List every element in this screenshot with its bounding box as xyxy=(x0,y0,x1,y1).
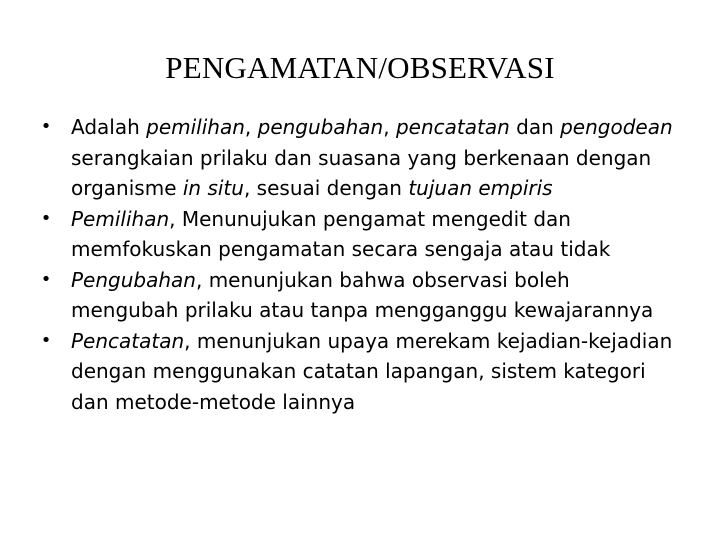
bullet-text xyxy=(71,115,673,200)
bullet-text xyxy=(71,268,653,323)
bullet-dot-icon: • xyxy=(40,329,52,351)
bullet-dot-icon: • xyxy=(40,268,52,290)
bullet-text-part: pengubahan xyxy=(257,115,384,139)
bullet-text-part: Pemilihan xyxy=(71,206,170,231)
bullet-text-part: pencatatan xyxy=(395,115,510,139)
bullet-text-part: Pengubahan xyxy=(71,267,196,292)
bullet-text xyxy=(71,207,610,262)
bullet-text-part: , xyxy=(383,115,396,139)
bullet-text-part: , menunjukan bahwa observasi boleh mengubah prilaku atau tanpa mengganggu kewajarannya xyxy=(71,267,654,322)
bullet-text xyxy=(71,329,672,414)
bullet-text-part: in situ xyxy=(182,176,244,200)
bullet-list xyxy=(36,112,676,417)
bullet-text-part: pemilihan xyxy=(146,115,245,139)
bullet-item xyxy=(36,204,676,265)
bullet-text-part: tujuan empiris xyxy=(408,176,553,200)
slide-title: PENGAMATAN/OBSERVASI xyxy=(165,50,555,85)
bullet-text-part: serangkaian prilaku dan suasana yang berkenaan dengan organisme xyxy=(71,145,652,200)
bullet-text-part: Pencatatan xyxy=(71,328,185,353)
bullet-dot-icon: • xyxy=(40,116,52,137)
bullet-text-part: , Menunujukan pengamat mengedit dan memfokuskan pengamatan secara sengaja atau tidak xyxy=(71,206,611,261)
bullet-text-part: , menunjukan upaya merekam kejadian-kejadian dengan menggunakan catatan lapangan, sistem kategori dan metode-metode lainnya xyxy=(71,328,673,414)
bullet-text-part: Adalah xyxy=(71,115,147,139)
bullet-text-part: pengodean xyxy=(560,115,673,139)
bullet-item xyxy=(36,326,676,418)
bullet-dot-icon: • xyxy=(40,207,52,229)
bullet-item xyxy=(36,112,676,204)
bullet-text-part: dan xyxy=(509,115,561,139)
bullet-text-part: , xyxy=(244,115,258,139)
bullet-text-part: , sesuai dengan xyxy=(243,176,409,200)
bullet-item xyxy=(36,265,676,326)
